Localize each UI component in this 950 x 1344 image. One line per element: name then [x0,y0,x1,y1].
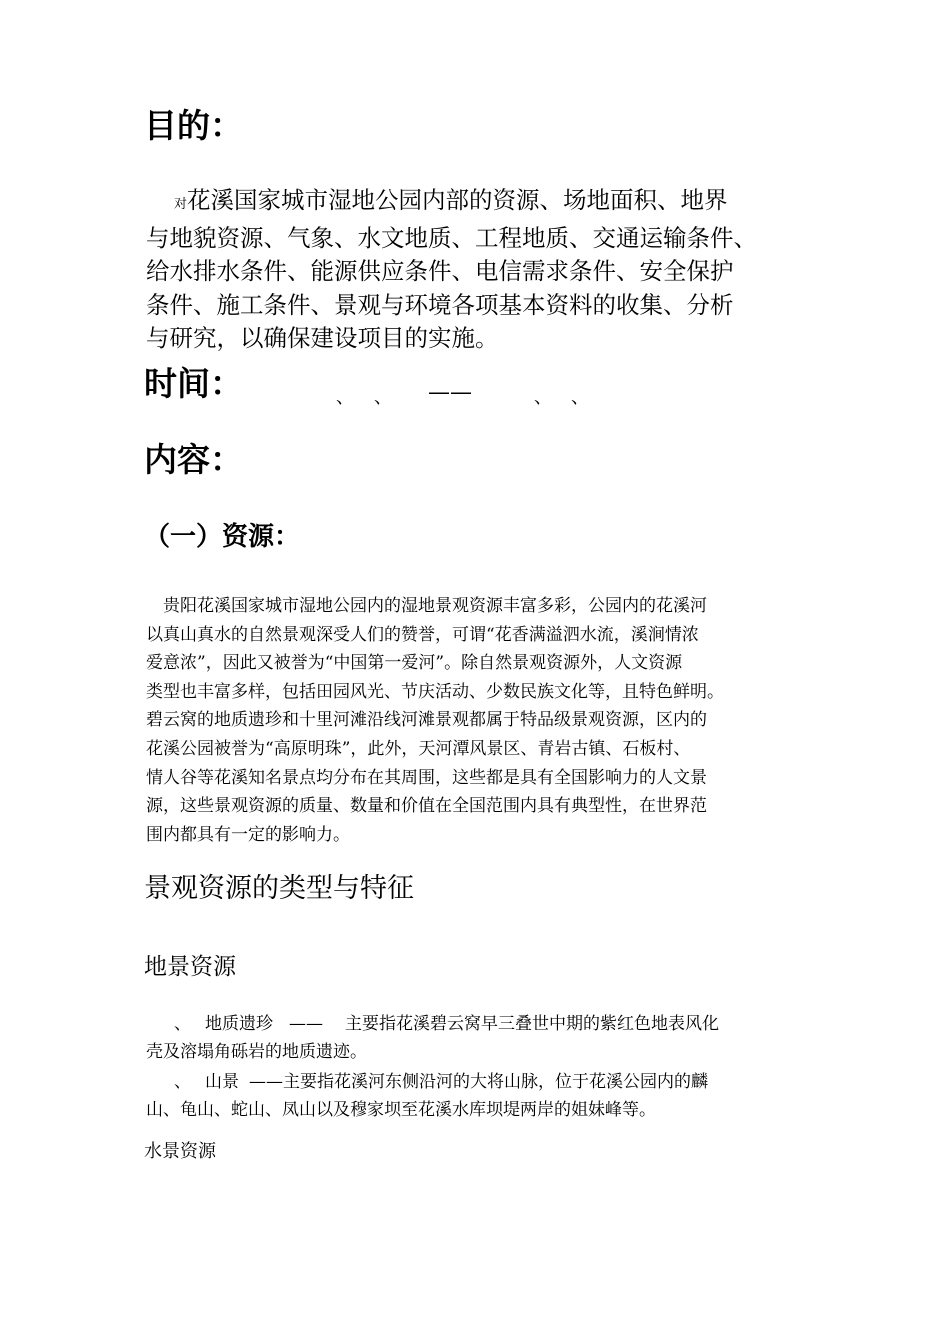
landscape-item-mountain [146,1068,708,1124]
purpose-prefix: 对 [174,197,188,212]
purpose-paragraph [146,184,757,356]
time-mark-3: 、 [534,387,552,408]
resources-line: 围内都具有一定的影响力。 [146,824,350,845]
landscape-item-geology [146,1010,719,1066]
water-heading: 水景资源 [144,1141,216,1162]
resources-line: 源，这些景观资源的质量、数量和价值在全国范围内具有典型性，在世界范 [146,796,707,817]
types-heading: 景观资源的类型与特征 [144,873,414,904]
item-name: 地质遗珍 [205,1014,273,1034]
resources-line: 花溪公园被誉为“高原明珠”，此外，天河潭风景区、青岩古镇、石板村、 [146,738,691,759]
item-mark: 、 [174,1072,191,1092]
purpose-line-5: 与研究，以确保建设项目的实施。 [146,324,499,352]
item-mark: 、 [174,1014,191,1034]
resources-line: 爱意浓”，因此又被誉为“中国第一爱河”。除自然景观资源外，人文资源 [146,653,683,674]
time-heading: 时间： [144,364,243,403]
purpose-line-1: 对花溪国家城市湿地公园内部的资源、场地面积、地界 [174,186,728,214]
item-name: 山景 [205,1072,239,1092]
item-continuation: 壳及溶塌角砾岩的地质遗迹。 [146,1042,367,1062]
time-mark-4: 、 [571,387,589,408]
resources-line: 类型也丰富多样，包括田园风光、节庆活动、少数民族文化等，且特色鲜明。 [146,681,724,702]
resources-line: 情人谷等花溪知名景点均分布在其周围，这些都是具有全国影响力的人文景 [146,767,707,788]
item-text: 主要指花溪碧云窝早三叠世中期的紫红色地表风化 [345,1014,719,1034]
resources-paragraph [146,592,724,849]
resources-line: 碧云窝的地质遗珍和十里河滩沿线河滩景观都属于特品级景观资源，区内的 [146,710,707,731]
purpose-line-3: 给水排水条件、能源供应条件、电信需求条件、安全保护 [146,257,734,285]
purpose-line-4: 条件、施工条件、景观与环境各项基本资料的收集、分析 [146,290,734,319]
landscape-heading: 地景资源 [144,954,236,980]
time-dash: —— [428,380,472,405]
item-continuation: 山、龟山、蛇山、凤山以及穆家坝至花溪水库坝堤两岸的姐妹峰等。 [146,1100,656,1120]
purpose-line-2: 与地貌资源、气象、水文地质、工程地质、交通运输条件、 [146,223,757,252]
item-text: 主要指花溪河东侧沿河的大将山脉，位于花溪公园内的麟 [283,1072,708,1092]
section1-heading: （一）资源： [144,522,301,552]
resources-line: 贵阳花溪国家城市湿地公园内的湿地景观资源丰富多彩，公园内的花溪河 [163,596,707,616]
resources-line: 以真山真水的自然景观深受人们的赞誉，可谓“花香满溢泗水流，溪涧情浓 [146,624,699,645]
time-mark-1: 、 [336,387,354,408]
time-mark-2: 、 [374,387,392,408]
content-heading: 内容： [144,440,243,479]
item-dash: —— [249,1072,283,1092]
item-dash: —— [289,1014,323,1034]
purpose-heading: 目的： [144,106,243,145]
